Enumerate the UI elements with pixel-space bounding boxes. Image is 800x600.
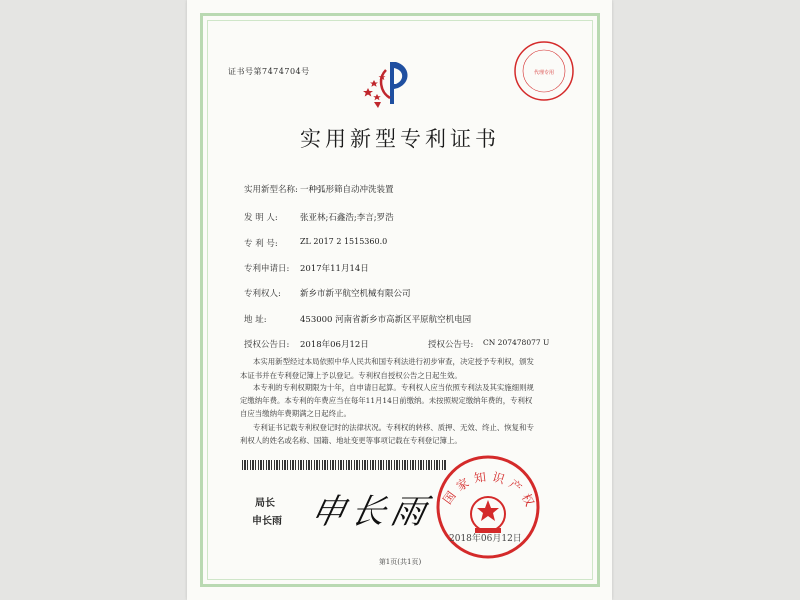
- field-value-application-date: 2017年11月14日: [300, 264, 369, 274]
- certificate-number: 证书号第7474704号: [228, 67, 310, 76]
- cnipa-logo-icon: [360, 58, 420, 108]
- body-line: 自应当缴纳年费期满之日起终止。: [240, 409, 351, 418]
- page-footer: 第1页(共1页): [378, 558, 422, 566]
- field-label-patent-number: 专 利 号:: [244, 239, 278, 249]
- body-line: 本实用新型经过本局依照中华人民共和国专利法进行初步审查，决定授予专利权，颁发: [253, 357, 534, 366]
- field-value-address: 453000 河南省新乡市高新区平原航空机电园: [300, 315, 472, 325]
- seal-date: 2018年06月12日: [449, 534, 522, 544]
- field-label-name: 实用新型名称:: [244, 185, 298, 195]
- grant-date-value: 2018年06月12日: [300, 340, 369, 350]
- seal-emblem-icon: [433, 452, 543, 562]
- field-value-patentee: 新乡市新平航空机械有限公司: [300, 289, 411, 299]
- barcode: [242, 460, 447, 470]
- field-label-application-date: 专利申请日:: [244, 264, 290, 274]
- body-line: 本专利的专利权期限为十年，自申请日起算。专利权人应当依照专利法及其实施细则规: [253, 383, 534, 392]
- seal-text: 国家知识产权: [440, 469, 540, 513]
- field-label-patentee: 专利权人:: [244, 289, 281, 299]
- body-line: 专利证书记载专利权登记时的法律状况。专利权的转移、质押、无效、终止、恢复和专: [253, 423, 534, 432]
- field-label-address: 地 址:: [244, 315, 267, 325]
- director-name: 申长雨: [252, 516, 282, 527]
- director-title: 局长: [255, 498, 275, 509]
- grant-number-label: 授权公告号:: [428, 340, 474, 350]
- field-label-inventors: 发 明 人:: [244, 213, 278, 223]
- grant-date-label: 授权公告日:: [244, 340, 290, 350]
- body-line: 本证书并在专利登记簿上予以登记。专利权自授权公告之日起生效。: [240, 371, 462, 380]
- agency-stamp-icon: [513, 40, 575, 102]
- field-value-inventors: 张亚林;石鑫浩;李言;罗浩: [300, 213, 394, 223]
- field-value-patent-number: ZL 2017 2 1515360.0: [300, 237, 388, 246]
- agency-stamp: [513, 40, 575, 102]
- field-value-name: 一种弧形筛自动冲洗装置: [300, 185, 394, 195]
- handwritten-signature: 申长雨: [307, 492, 436, 532]
- document-title: 实用新型专利证书: [300, 127, 500, 151]
- svg-text:国家知识产权局: [433, 452, 540, 513]
- body-line: 定缴纳年费。本专利的年费应当在每年11月14日前缴纳。未按照规定缴纳年费的，专利权: [240, 396, 533, 405]
- official-seal: [433, 452, 543, 562]
- grant-number-value: CN 207478077 U: [483, 338, 550, 347]
- body-line: 利权人的姓名或名称、国籍、地址变更等事项记载在专利登记簿上。: [240, 436, 462, 445]
- svg-text:代理专用: 代理专用: [533, 70, 555, 76]
